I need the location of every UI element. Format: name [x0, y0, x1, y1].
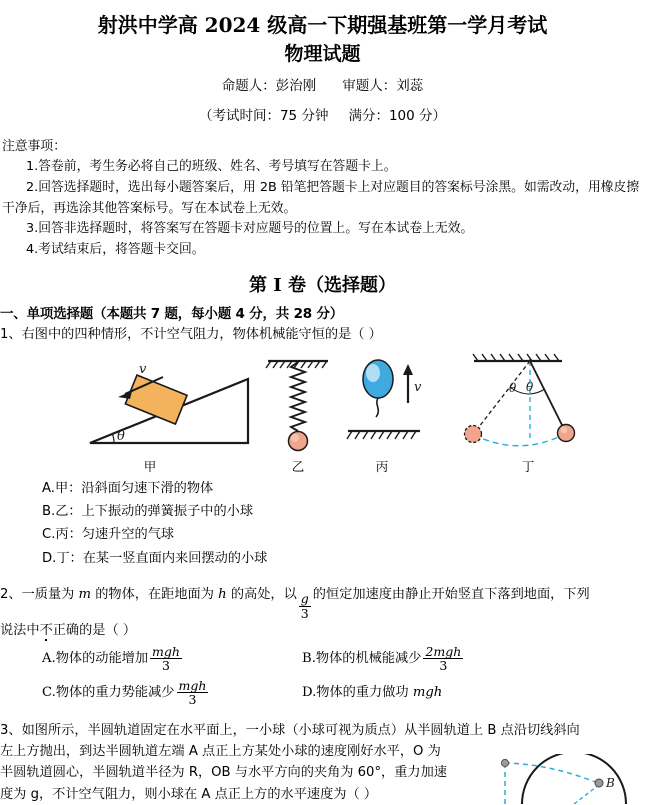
question-2-option-d[interactable] — [302, 682, 562, 703]
reviewer-label: 审题人：刘蕊 — [342, 77, 424, 94]
q2-opt-c-num: mgh — [178, 677, 207, 693]
full-score-label: 满分：100 分） — [348, 107, 447, 124]
q2-opt-b-num: 2mgh — [425, 643, 462, 659]
svg-text:θ: θ — [526, 380, 534, 395]
question-1-option-c[interactable]: C.丙：匀速升空的气球 — [42, 527, 175, 543]
page-title: 射洪中学高 2024 级高一下期强基班第一学月考试 — [97, 13, 548, 37]
question-1-options — [0, 477, 645, 569]
notes-heading: 注意事项： — [2, 138, 66, 154]
figure-caption-ding: 丁 — [521, 459, 535, 475]
q2-accel-denominator: 3 — [299, 606, 311, 621]
q2-opt-d-math: mgh — [412, 684, 443, 700]
question-3-line-2: 左上方抛出，到达半圆轨道左端 A 点正上方某处小球的速度刚好水平，O 为 — [0, 743, 441, 759]
q2-opt-d-label: D. — [302, 684, 317, 700]
svg-text:v: v — [414, 380, 422, 396]
q2-line2-suffix: 正确的是（ ） — [52, 623, 137, 639]
question-3-line-4: 度为 g，不计空气阻力，则小球在 A 点正上方的水平速度为（ ） — [0, 786, 378, 802]
figure-incline-block-icon — [70, 351, 270, 459]
byline-exam-info — [0, 106, 645, 127]
note-item-2: 2.回答选择题时，选出每小题答案后，用 2B 铅笔把答题卡上对应题目的答案标号涂黑。如需改动，用橡皮擦干净后，再选涂其他答案标号。写在本试卷上无效。 — [2, 179, 640, 216]
question-3-figure — [480, 754, 645, 804]
author-label: 命题人：彭治刚 — [221, 77, 317, 94]
note-item-3: 3.回答非选择题时，将答案写在答题卡对应题号的位置上。写在本试卷上无效。 — [26, 221, 474, 237]
svg-text:θ: θ — [509, 381, 517, 396]
q2-line2-prefix: 说法中 — [0, 623, 40, 639]
question-1-option-d[interactable]: D.丁：在某一竖直面内来回摆动的小球 — [42, 550, 268, 566]
q2-height-symbol: h — [218, 586, 227, 602]
figure-caption-jia: 甲 — [143, 459, 157, 475]
question-2-stem-line-2 — [0, 620, 645, 641]
figure-point-label-b: B — [606, 776, 615, 790]
q2-opt-a-fraction — [150, 645, 182, 673]
question-2-options-row-1 — [0, 642, 645, 676]
question-1-figures — [0, 347, 645, 477]
section-heading-single-choice: 一、单项选择题（本题共 7 题，每小题 4 分，共 28 分） — [0, 305, 344, 322]
q2-opt-c-text: 物体的重力势能减少 — [55, 684, 175, 700]
q2-opt-b-label: B. — [302, 650, 316, 666]
question-2-option-a[interactable] — [42, 645, 302, 673]
byline-authors — [0, 76, 645, 97]
question-2-options-row-2 — [0, 676, 645, 710]
q2-opt-a-num: mgh — [152, 643, 180, 659]
question-2-option-b[interactable] — [302, 645, 562, 673]
q2-opt-b-den: 3 — [423, 658, 463, 673]
q2-opt-c-fraction — [177, 679, 209, 707]
question-3-line-1: 3、如图所示，半圆轨道固定在水平面上，一小球（小球可视为质点）从半圆轨道上 B 点沿切线斜向 — [0, 722, 580, 738]
q2-opt-a-label: A. — [42, 650, 56, 666]
note-item-4: 4.考试结束后，将答题卡交回。 — [26, 242, 205, 258]
q2-opt-a-text: 物体的动能增加 — [55, 650, 149, 666]
exam-time-label: （考试时间：75 分钟 — [198, 107, 329, 124]
subject-title: 物理试题 — [284, 43, 361, 65]
q2-opt-c-den: 3 — [177, 692, 209, 707]
figure-pendulum-icon — [452, 349, 602, 461]
question-2 — [0, 584, 645, 710]
q2-emphasis-bu: 不 — [39, 623, 53, 639]
figure-semicircle-projectile-icon — [480, 754, 645, 804]
q2-stem-part1: 2、一质量为 — [0, 586, 79, 602]
note-item-1: 1.答卷前，考生务必将自己的班级、姓名、考号填写在答题卡上。 — [26, 159, 397, 175]
q2-opt-a-den: 3 — [150, 658, 182, 673]
q2-stem-part4: 的恒定加速度由静止开始竖直下落到地面，下列 — [312, 586, 590, 602]
q2-opt-d-text: 物体的重力做功 — [316, 684, 409, 700]
q2-stem-part3: 的高处，以 — [226, 586, 297, 602]
figure-spring-oscillator-icon — [258, 351, 338, 459]
q2-opt-b-fraction — [423, 645, 463, 673]
question-1-stem: 1、右图中的四种情形，不计空气阻力，物体机械能守恒的是（ ） — [0, 326, 382, 342]
exam-notes — [0, 137, 645, 261]
question-1-option-b[interactable]: B.乙：上下振动的弹簧振子中的小球 — [42, 504, 254, 520]
q2-opt-c-label: C. — [42, 684, 56, 700]
q2-acceleration-fraction — [299, 592, 311, 620]
question-3-line-3: 半圆轨道圆心，半圆轨道半径为 R，OB 与水平方向的夹角为 60°，重力加速 — [0, 765, 447, 781]
question-1 — [0, 324, 645, 570]
svg-text:θ: θ — [117, 429, 125, 445]
question-2-stem-line-1 — [0, 584, 645, 621]
volume-title: 第 I 卷（选择题） — [249, 274, 396, 296]
figure-rising-balloon-icon — [340, 351, 450, 459]
q2-mass-symbol: m — [78, 586, 92, 602]
q2-accel-numerator: g — [300, 591, 309, 607]
svg-text:v: v — [139, 362, 147, 378]
question-2-option-c[interactable] — [42, 679, 302, 707]
figure-caption-bing: 丙 — [375, 459, 389, 475]
question-1-option-a[interactable]: A.甲：沿斜面匀速下滑的物体 — [42, 481, 214, 497]
figure-caption-yi: 乙 — [291, 459, 305, 475]
q2-opt-b-text: 物体的机械能减少 — [315, 650, 422, 666]
exam-page — [0, 12, 645, 804]
q2-stem-part2: 的物体，在距地面为 — [91, 586, 219, 602]
